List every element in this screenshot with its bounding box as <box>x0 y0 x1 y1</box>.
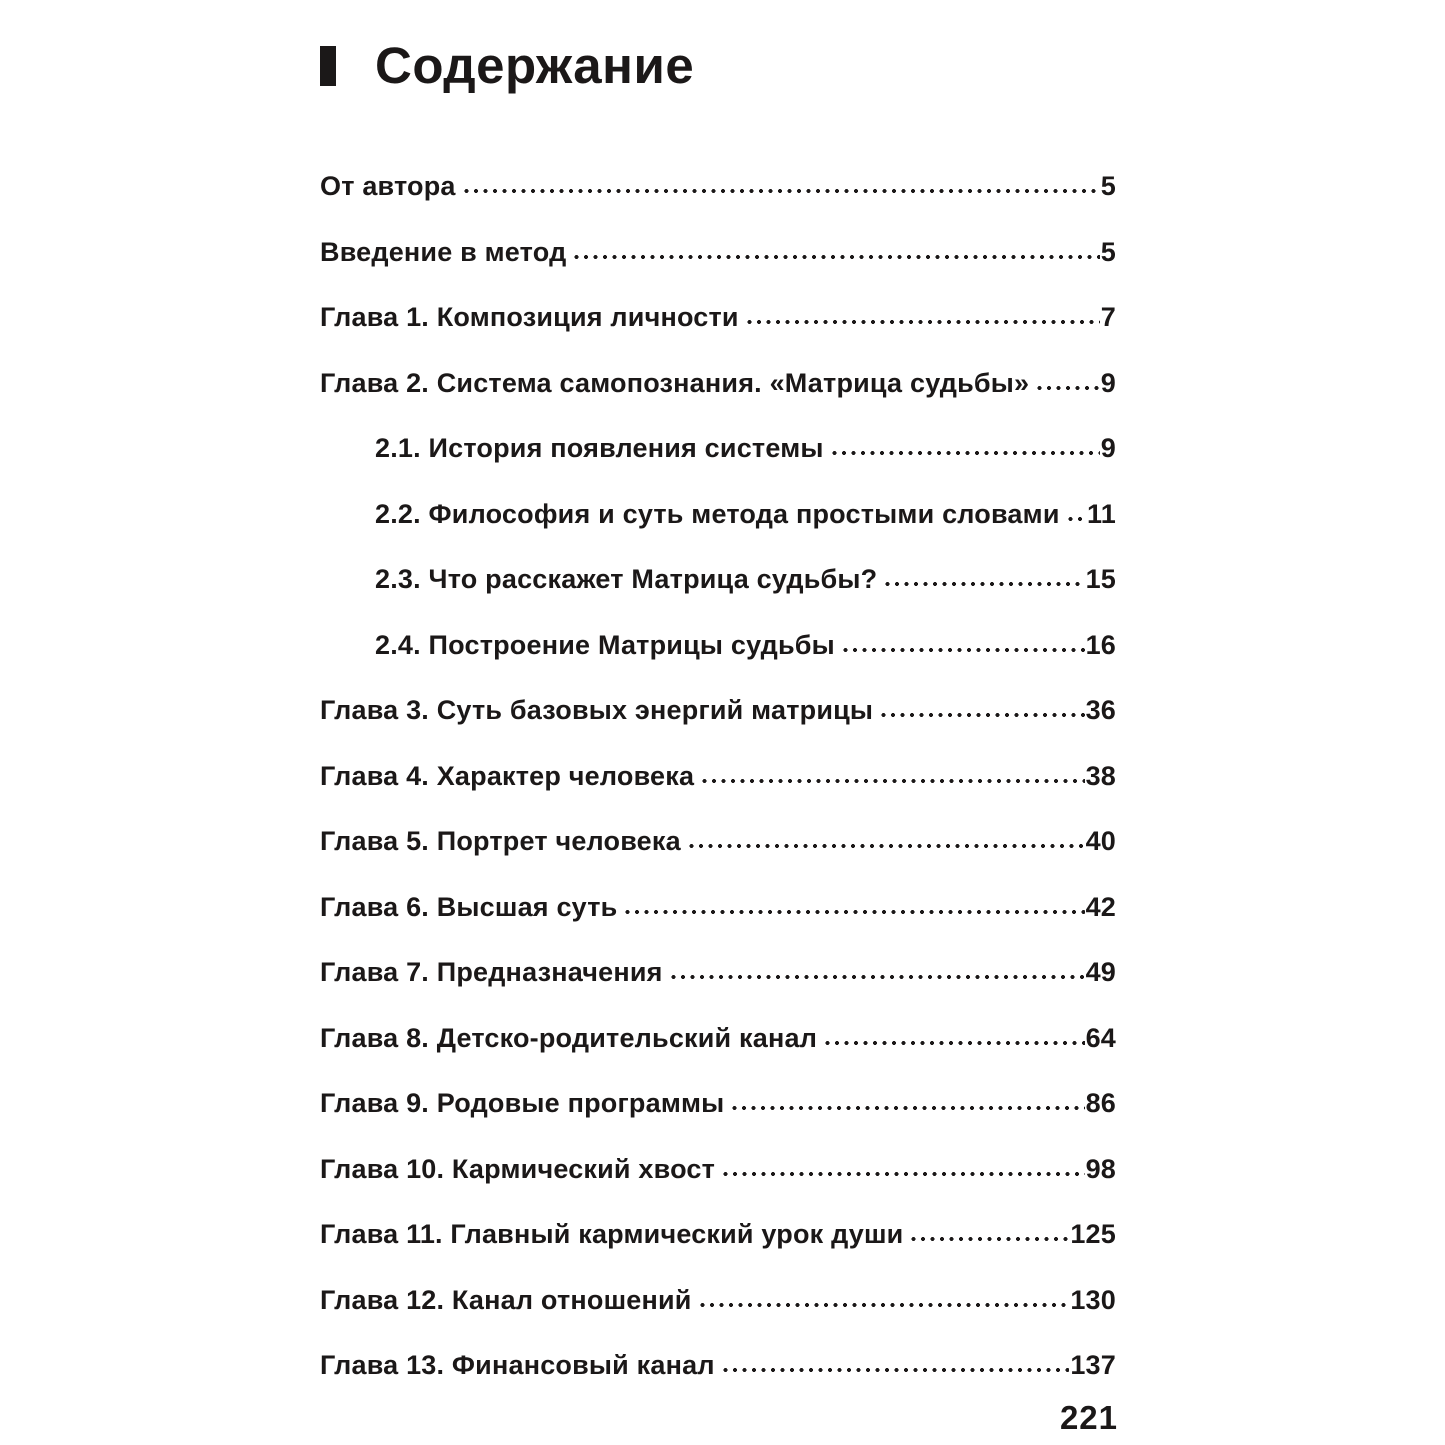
dot-leader <box>721 1170 1085 1178</box>
toc-entry-page: 11 <box>1087 498 1116 529</box>
toc-entry-label: 2.1. История появления системы <box>375 433 824 463</box>
toc-entry-label: Глава 7. Предназначения <box>320 957 663 987</box>
dot-leader <box>909 1235 1069 1243</box>
toc-entry <box>320 1020 1116 1056</box>
toc-entry-label: 2.3. Что расскажет Матрица судьбы? <box>375 564 878 594</box>
toc-entry-page: 40 <box>1085 826 1116 856</box>
toc-entry-label: Глава 6. Высшая суть <box>320 891 618 922</box>
dot-leader <box>721 1366 1070 1374</box>
dot-leader <box>830 449 1100 457</box>
dot-leader <box>1035 384 1100 392</box>
toc-entry-label: Глава 5. Портрет человека <box>320 826 681 856</box>
toc-entry-page: 36 <box>1085 695 1116 725</box>
toc-entry-label: Глава 4. Характер человека <box>320 760 695 791</box>
toc-entry-page: 86 <box>1085 1088 1116 1118</box>
toc-entry-page: 7 <box>1100 302 1116 332</box>
toc-entry <box>320 1216 1116 1252</box>
dot-leader <box>883 580 1084 588</box>
dot-leader <box>687 842 1085 850</box>
toc-entry <box>320 758 1116 794</box>
toc-entry-page: 125 <box>1070 1219 1116 1249</box>
toc-entry <box>320 496 1116 532</box>
toc-entry-page: 42 <box>1085 891 1116 922</box>
toc-entry-page: 38 <box>1085 760 1116 791</box>
toc-entry-label: Глава 11. Главный кармический урок души <box>320 1219 904 1249</box>
dot-leader <box>462 187 1100 195</box>
toc-entry-page: 137 <box>1070 1350 1116 1380</box>
toc-entry-label: Глава 10. Кармический хвост <box>320 1153 716 1184</box>
toc-entry <box>320 823 1116 859</box>
title-row <box>320 38 1116 94</box>
toc-entry <box>320 365 1116 401</box>
dot-leader <box>623 908 1084 916</box>
toc-entry-label: От автора <box>320 171 456 201</box>
toc-entry <box>320 1085 1116 1121</box>
toc-entry <box>320 1347 1116 1383</box>
toc-entry-label: Глава 2. Система самопознания. «Матрица судьбы» <box>320 367 1030 398</box>
dot-leader <box>700 777 1084 785</box>
toc-entry-label: Глава 8. Детско-родительский канал <box>320 1022 818 1053</box>
toc-entry-page: 64 <box>1085 1022 1116 1053</box>
toc-entry-label: Глава 12. Канал отношений <box>320 1284 692 1315</box>
toc-entry-page: 5 <box>1100 236 1116 267</box>
toc-entry-page: 98 <box>1085 1153 1116 1184</box>
title-marker-bar <box>320 46 336 86</box>
toc-entry-label: Введение в метод <box>320 236 567 267</box>
page-title: Содержание <box>375 37 695 94</box>
toc-entry <box>320 627 1116 663</box>
toc-entry-label: Глава 3. Суть базовых энергий матрицы <box>320 695 874 725</box>
toc-entry <box>320 889 1116 925</box>
toc-entry <box>320 430 1116 466</box>
toc-entry-label: 2.4. Построение Матрицы судьбы <box>375 629 835 660</box>
toc-entry-page: 15 <box>1085 564 1116 594</box>
toc-entry-page: 130 <box>1070 1284 1116 1315</box>
toc-list <box>320 168 1116 1383</box>
toc-entry <box>320 299 1116 335</box>
dot-leader <box>698 1301 1070 1309</box>
dot-leader <box>879 711 1084 719</box>
toc-entry-page: 16 <box>1085 629 1116 660</box>
toc-entry <box>320 234 1116 270</box>
toc-entry <box>320 1151 1116 1187</box>
dot-leader <box>730 1104 1084 1112</box>
toc-entry-page: 5 <box>1100 171 1116 201</box>
dot-leader <box>745 318 1100 326</box>
toc-entry-page: 49 <box>1085 957 1116 987</box>
toc-sheet <box>320 38 1116 1413</box>
toc-entry-label: Глава 1. Композиция личности <box>320 302 739 332</box>
dot-leader <box>823 1039 1085 1047</box>
toc-entry-label: 2.2. Философия и суть метода простыми словами <box>375 498 1060 529</box>
dot-leader <box>841 646 1085 654</box>
toc-entry <box>320 1282 1116 1318</box>
toc-entry <box>320 561 1116 597</box>
toc-entry <box>320 168 1116 204</box>
toc-entry-page: 9 <box>1100 367 1116 398</box>
dot-leader <box>572 253 1099 261</box>
toc-entry-label: Глава 13. Финансовый канал <box>320 1350 715 1380</box>
toc-entry-page: 9 <box>1100 433 1116 463</box>
toc-entry <box>320 692 1116 728</box>
toc-entry-label: Глава 9. Родовые программы <box>320 1088 725 1118</box>
toc-entry <box>320 954 1116 990</box>
dot-leader <box>669 973 1085 981</box>
page-number: 221 <box>1059 1399 1118 1436</box>
dot-leader <box>1066 515 1086 523</box>
